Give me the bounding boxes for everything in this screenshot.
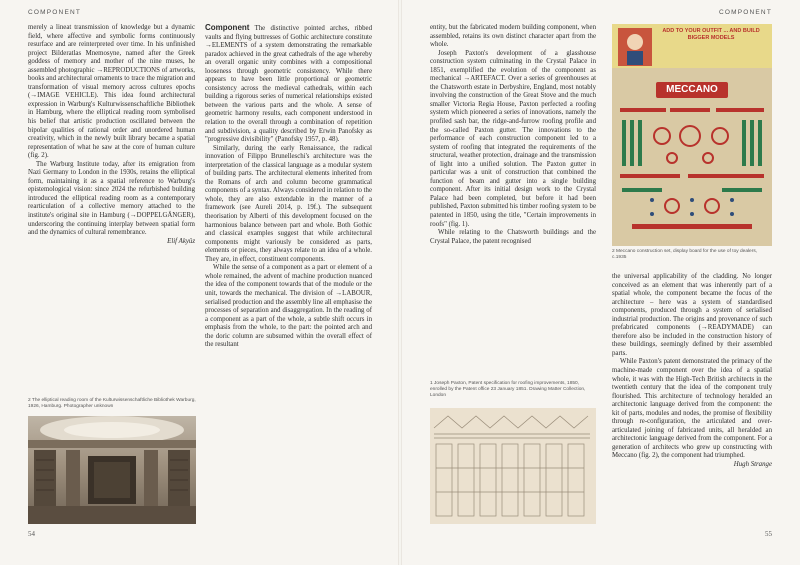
- patent-illustration: [430, 408, 596, 524]
- author-signature: Hugh Strange: [733, 461, 772, 469]
- figure-caption: 1 Joseph Paxton, Patent specification for roofing improvements, 1850, enrolled by the Patent office 23 January 1851. Drawing Matter Collection, London: [430, 381, 586, 398]
- running-head: COMPONENT: [718, 9, 772, 16]
- paragraph-text: The distinctive pointed arches, ribbed vaults and flying buttresses of Gothic architecture constitute →ELEMENTS of a system demonstrating the remarkable paradox achieved in the great cathedrals of the age whereby an overall organic unity combines with a compositional looseness through geometric consistency. While there appears to have been little proportional or geometric consistency across the medieval cathedrals, within each building a rigorous series of numerical relationships existed between the various parts and the whole. A sense of geometric harmony results, each component understood in relation to the overall through a combination of repetition and subdivision, a quality described by Erwin Panofsky as "progressive divisibility" (Panofsky 1957, p. 48).: [205, 25, 372, 144]
- text-column-2: [205, 24, 372, 350]
- text-column-4: [612, 273, 772, 470]
- text-column-1: [28, 24, 195, 246]
- paragraph: the universal applicability of the cladding. No longer conceived as an element that was inherently part of a spatial whole, the component became the focus of the architecture – here was a system of standardised components, produced through a system of serialised industrial production. The origins and provenance of such prefabricated components (→READYMADE) can therefore also be included in the construction history of these buildings, seemingly defined by their assembled parts.: [612, 273, 772, 357]
- page-number: 55: [765, 530, 772, 538]
- patent-drawing: [430, 408, 596, 524]
- text-column-3: [430, 24, 596, 246]
- page-number: 54: [28, 530, 35, 538]
- reading-room-illustration: [28, 416, 196, 524]
- running-head: COMPONENT: [28, 9, 82, 16]
- paragraph: [205, 24, 372, 145]
- reading-room-photo: [28, 416, 196, 524]
- paragraph: Similarly, during the early Renaissance, the radical innovation of Filippo Brunelleschi's architecture was the interpretation of the classical language as a modular system of building parts. The architectural elements inherited from the Romans of arch and column become grammatical components of a syntax. Always considered in relation to the whole, they are also extendable in the manner of a framework (see Aureli 2014, p. 19f.). The subsequent theorisation by Alberti of this development focused on the harmonious balance between part and whole. Both Gothic and classical examples suggest that while architectural components might variously be considered as parts, elements or pieces, they always relate to an idea of a whole. They are, in effect, constituent components.: [205, 144, 372, 263]
- meccano-illustration: [612, 24, 772, 246]
- meccano-logo-text: MECCANO: [666, 84, 718, 95]
- entry-title: Component: [205, 23, 250, 32]
- paragraph: While relating to the Chatsworth buildings and the Crystal Palace, the patent recognised: [430, 229, 596, 245]
- meccano-banner-text: ADD TO YOUR OUTFIT ... AND BUILD BIGGER MODELS: [662, 28, 760, 41]
- paragraph: While Paxton's patent demonstrated the primacy of the machine-made component over the idea of a spatial whole, it was with the High-Tech British architects in the twentieth century that the idea of the component truly flourished. This architecture of technology heralded an architectonic language derived from the component: the kit of parts, modules and nodes, the promise of flexibility through re-configuration, the articulated and over-articulated joining of fabricated units, all heralded an architectonic language derived from the component. For a generation of architects who grew up constructing with Meccano (fig. 2), the component had triumphed.: [612, 358, 772, 460]
- paragraph: entity, but the fabricated modern building component, when assembled, retains its own distinct character apart from the whole.: [430, 24, 596, 49]
- figure-caption: 2 Meccano construction set, display board for the use of toy dealers, c.1935: [612, 249, 758, 260]
- meccano-display-board: [612, 24, 772, 246]
- author-signature: Elif Akyüz: [167, 237, 195, 245]
- figure-caption: 2 The elliptical reading room of the Kulturwissenschaftliche Bibliothek Warburg, 1926, Hamburg. Photographer unknown: [28, 398, 196, 409]
- paragraph: Joseph Paxton's development of a glasshouse construction system culminating in the Crystal Palace in 1851, exemplified the evolution of the component as mechanical →ARTEFACT. Over a series of greenhouses at the Chatsworth estate in Derbyshire, England, most notably involving the construction of the Great Stove and the much smaller Victoria Regia House, Paxton perfected a roofing system which pioneered a series of innovations, namely the profiled sash bar, the ridge-and-furrow roofing profile and the so-called Paxton gutter. The innovations to the performance of each construction component led to a system of roofing that integrated the requirements of the structural, weather protection, drainage and the transmission of light into a unified solution. The Paxton gutter in particular was a unit of construction that combined the function of beam and gutter into a single building component. After its initial design work to the Crystal Palace had been completed, but before it had been published, Paxton submitted his timber roofing system to be patented in 1850, using the title, "Certain improvements in roofs" (fig. 1).: [430, 49, 596, 228]
- right-page: [400, 0, 800, 565]
- paragraph: The Warburg Institute today, after its emigration from Nazi Germany to London in the 1930s, retains the elliptical form, maintaining it as a spatial reference to Warburg's epistemological vision: since 2024 the refurbished building introduced the elliptical reading room as a contemporary rearticulation of a collective memory attached to the institute's original site in Hamburg (→DOPPELGÄNGER), underscoring the continuing interplay between spatial form and the dynamics of cultural remembrance.: [28, 160, 195, 237]
- paragraph: While the sense of a component as a part or element of a whole remained, the advent of machine production nuanced the idea of the component towards that of the module or the unit, towards the mechanical. The division of →LABOUR, serialised production and the assembly line all emphasise the processes of separation and disaggregation. In the reading of a component as a part of the whole, a subtle shift occurs in emphasis from the whole, to the part: the pointed arch and the doric column are subsumed within the overall effect of the resultant: [205, 264, 372, 349]
- paragraph: merely a lineat transmission of knowledge but a dynamic field, where affective and symbolic forms continuously resurface and are reinterpreted over time. In his unfinished project Bilderatlas Mnemosyne, named after the Greek goddess of memory and mother of the nine muses, he assembled photographic →REPRODUCTIONS of artworks, books and architectural ornaments to trace the migration and transformation of visual memory across cultures epochs (→IMAGE VEHICLE). This idea found architectural expression in Warburg's Kulturwissenschaftliche Bibliothek in Hamburg, where the elliptical reading room symbolised his belief that artistic production oscillated between the bipolar qualities of rational order and unordered human creativity, which in the newly built library became a spatial representation of what he saw at the core of human culture (fig. 2).: [28, 24, 195, 160]
- book-gutter: [398, 0, 402, 565]
